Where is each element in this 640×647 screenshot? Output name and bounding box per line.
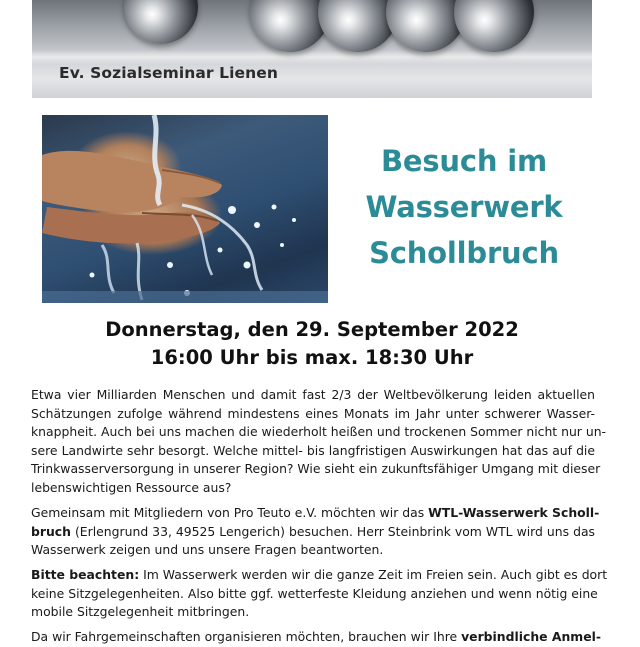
headline-line: Schollbruch xyxy=(369,236,559,270)
event-headline xyxy=(340,138,588,276)
text-line xyxy=(31,628,601,647)
steel-ball-icon xyxy=(454,0,534,52)
water-hands-photo xyxy=(42,115,328,303)
text-line: knappheit. Auch bei uns machen die wiederholt heißen und trockenen Sommer nicht nur un- xyxy=(31,424,607,440)
paragraph-visit xyxy=(31,504,600,560)
text-line: Trinkwasserversorgung in unserer Region? Wie sieht ein zukunftsfähiger Umgang mit dieser xyxy=(31,461,601,477)
highlight-text: bruch xyxy=(31,523,71,539)
text-line: sere Landwirte sehr besorgt. Welche mittel- bis langfristigen Auswirkungen hat das auf die xyxy=(31,442,595,458)
text-run: Da wir Fahrgemeinschaften organisieren möchten, brauchen wir Ihre xyxy=(31,629,462,644)
steel-ball-icon xyxy=(124,0,198,44)
event-date: Donnerstag, den 29. September 2022 xyxy=(105,318,519,341)
paragraph-notice xyxy=(31,566,608,622)
text-run: (Erlengrund 33, 49525 Lengerich) besuchen. Herr Steinbrink vom WTL wird uns das xyxy=(70,523,595,539)
organization-name: Ev. Sozialseminar Lienen xyxy=(59,64,279,82)
text-line: keine Sitzgelegenheiten. Also bitte ggf. wetterfeste Kleidung anziehen und wenn nötig eine xyxy=(31,585,598,601)
highlight-text: WTL-Wasserwerk Scholl- xyxy=(428,505,600,520)
event-time: 16:00 Uhr bis max. 18:30 Uhr xyxy=(150,346,474,369)
text-run: Im Wasserwerk werden wir die ganze Zeit im Freien sein. Auch gibt es dort xyxy=(139,567,608,582)
text-line: Wasserwerk zeigen und uns unsere Fragen beantworten. xyxy=(31,542,384,558)
text-line xyxy=(31,566,608,585)
text-run: Gemeinsam mit Mitgliedern von Pro Teuto e.V. möchten wir das xyxy=(31,505,429,520)
headline-line: Besuch im xyxy=(381,144,547,178)
text-line: Etwa vier Milliarden Menschen und damit fast 2/3 der Weltbevölkerung leiden aktuellen xyxy=(31,387,595,402)
text-line: Schätzungen zufolge während mindestens eines Monats im Jahr unter schwerer Wasser- xyxy=(31,405,595,421)
highlight-text: verbindliche Anmel- xyxy=(461,629,601,644)
text-line: lebenswichtigen Ressource aus? xyxy=(31,479,232,495)
text-line xyxy=(31,523,595,542)
headline-line: Wasserwerk xyxy=(365,190,563,224)
paragraph-registration xyxy=(31,628,601,647)
text-line: mobile Sitzgelegenheit mitbringen. xyxy=(31,604,250,620)
banner-shine xyxy=(32,50,592,64)
text-line xyxy=(31,504,600,523)
paragraph-intro xyxy=(31,386,607,498)
notice-label: Bitte beachten: xyxy=(31,567,140,582)
header-banner xyxy=(32,0,592,98)
